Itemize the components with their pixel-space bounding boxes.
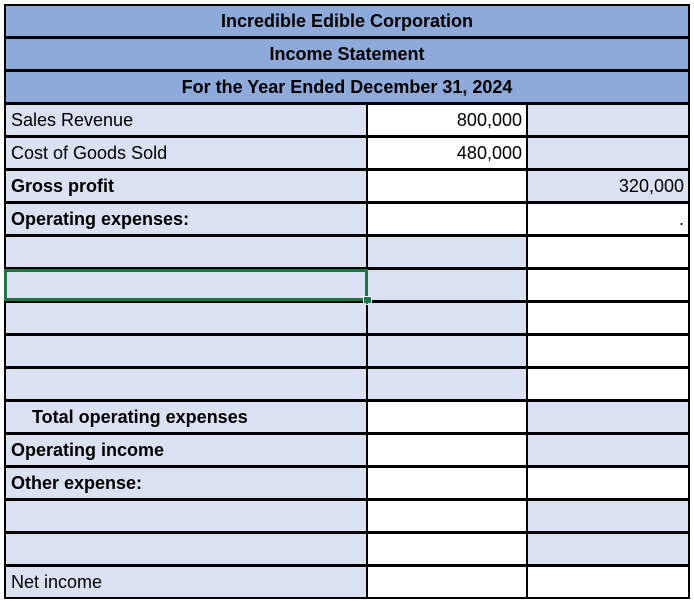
other-line-2-total[interactable] <box>528 534 688 564</box>
operating-expenses-label[interactable]: Operating expenses: <box>6 204 366 234</box>
gross-profit-amount[interactable] <box>368 171 526 201</box>
expense-line-3-total[interactable] <box>528 303 688 333</box>
sales-revenue-amount[interactable]: 800,000 <box>368 105 526 135</box>
total-operating-expenses-total[interactable] <box>528 402 688 432</box>
cogs-total[interactable] <box>528 138 688 168</box>
gross-profit-label[interactable]: Gross profit <box>6 171 366 201</box>
other-line-2-label[interactable] <box>6 534 366 564</box>
net-income-label[interactable]: Net income <box>6 567 366 597</box>
expense-line-2-label[interactable] <box>4 269 368 301</box>
expense-line-1-amount[interactable] <box>368 237 526 267</box>
expense-line-5-amount[interactable] <box>368 369 526 399</box>
expense-line-5-total[interactable] <box>528 369 688 399</box>
company-name-cell[interactable]: Incredible Edible Corporation <box>6 6 688 36</box>
sales-revenue-label[interactable]: Sales Revenue <box>6 105 366 135</box>
gross-profit-total[interactable]: 320,000 <box>528 171 688 201</box>
expense-line-3-label[interactable] <box>6 303 366 333</box>
total-operating-expenses-amount[interactable] <box>368 402 526 432</box>
operating-expenses-total[interactable]: . <box>528 204 688 234</box>
net-income-amount[interactable] <box>368 567 526 597</box>
cogs-label[interactable]: Cost of Goods Sold <box>6 138 366 168</box>
expense-line-4-amount[interactable] <box>368 336 526 366</box>
expense-line-4-total[interactable] <box>528 336 688 366</box>
expense-line-5-label[interactable] <box>6 369 366 399</box>
expense-line-1-total[interactable] <box>528 237 688 267</box>
sales-revenue-total[interactable] <box>528 105 688 135</box>
total-operating-expenses-label[interactable]: Total operating expenses <box>6 402 366 432</box>
statement-title-cell[interactable]: Income Statement <box>6 39 688 69</box>
other-expense-total[interactable] <box>528 468 688 498</box>
other-line-1-amount[interactable] <box>368 501 526 531</box>
other-expense-label[interactable]: Other expense: <box>6 468 366 498</box>
expense-line-2-total[interactable] <box>528 270 688 300</box>
operating-expenses-amount[interactable] <box>368 204 526 234</box>
other-line-1-label[interactable] <box>6 501 366 531</box>
operating-income-amount[interactable] <box>368 435 526 465</box>
period-cell[interactable]: For the Year Ended December 31, 2024 <box>6 72 688 102</box>
expense-line-4-label[interactable] <box>6 336 366 366</box>
operating-income-label[interactable]: Operating income <box>6 435 366 465</box>
cogs-amount[interactable]: 480,000 <box>368 138 526 168</box>
other-line-2-amount[interactable] <box>368 534 526 564</box>
other-expense-amount[interactable] <box>368 468 526 498</box>
net-income-total[interactable] <box>528 567 688 597</box>
operating-income-total[interactable] <box>528 435 688 465</box>
expense-line-3-amount[interactable] <box>368 303 526 333</box>
income-statement-sheet <box>4 4 690 599</box>
expense-line-2-amount[interactable] <box>368 270 526 300</box>
other-line-1-total[interactable] <box>528 501 688 531</box>
expense-line-1-label[interactable] <box>6 237 366 267</box>
